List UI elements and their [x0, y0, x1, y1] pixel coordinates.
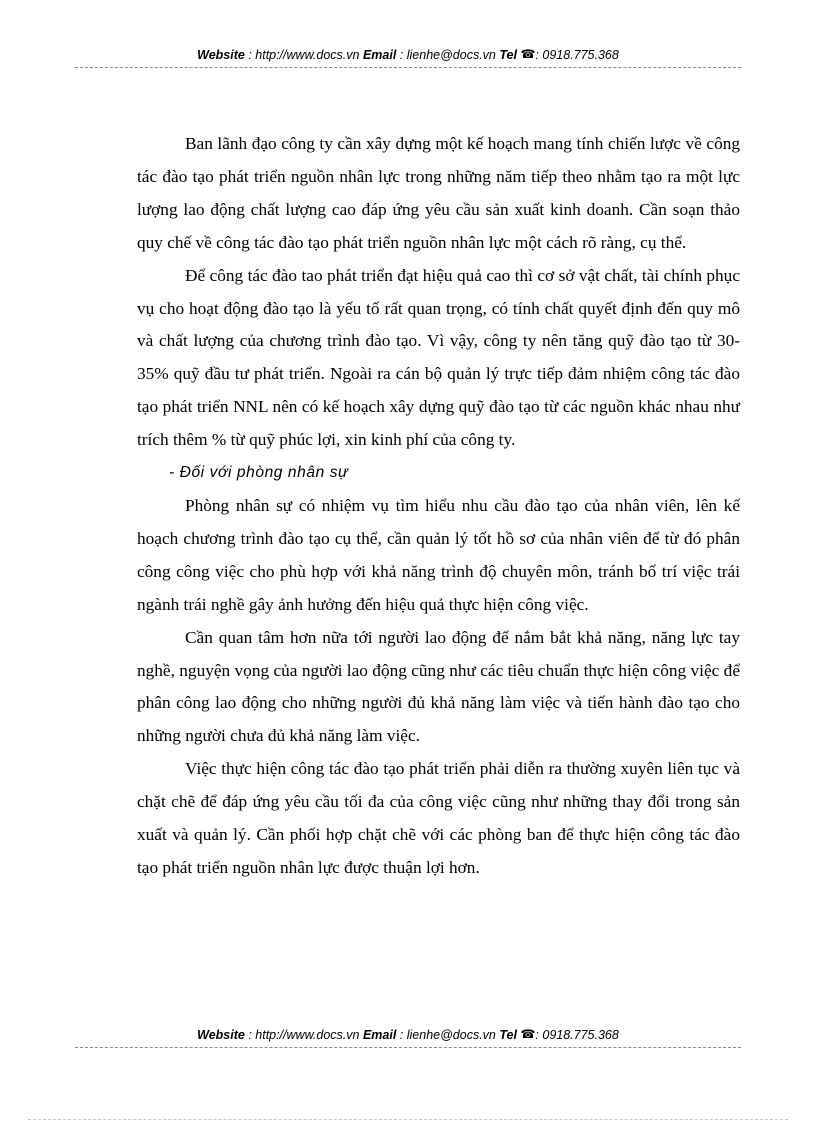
subheading-hr-department: - Đối với phòng nhân sự: [169, 464, 349, 482]
page-footer: [75, 1025, 741, 1048]
footer-website-separator: :: [244, 1028, 256, 1042]
tel-number: 0918.775.368: [542, 48, 619, 62]
footer-phone-icon: ☎: [520, 1027, 536, 1041]
footer-email-address[interactable]: lienhe@docs.vn: [406, 1028, 496, 1042]
email-label: Email: [362, 48, 397, 62]
document-body: [137, 128, 740, 885]
page-header: [75, 45, 741, 68]
website-separator: :: [244, 48, 256, 62]
website-url[interactable]: http://www.docs.vn: [255, 48, 360, 62]
footer-tel-separator: :: [535, 1028, 543, 1042]
paragraph-training-fund: Để công tác đào tao phát triển đạt hiệu quả cao thì cơ sở vật chất, tài chính phục vụ cho hoạt động đào tạo là yếu tố rất quan trọng, có tính chất quyết định đến quy mô và chất lượng của chương trình đào tạo. Vì vậy, công ty nên tăng quỹ đào tạo từ 30-35% quỹ đầu tư phát triển. Ngoài ra cán bộ quản lý trực tiếp đảm nhiệm công tác đào tạo phát triển NNL nên có kế hoạch xây dựng quỹ đào tạo từ các nguồn khác nhau như trích thêm % từ quỹ phúc lợi, xin kinh phí của công ty.: [137, 265, 740, 450]
footer-tel-number: 0918.775.368: [542, 1028, 619, 1042]
email-separator: :: [396, 48, 407, 62]
footer-website-label: Website: [197, 1028, 245, 1042]
footer-email-separator: :: [396, 1028, 407, 1042]
paragraph-leadership-plan: Ban lãnh đạo công ty cần xây dựng một kế hoạch mang tính chiến lược về công tác đào tạo phát triển nguồn nhân lực trong những năm tiếp theo nhằm tạo ra một lực lượng lao động chất lượng cao đáp ứng yêu cầu sản xuất kinh doanh. Cần soạn thảo quy chế về công tác đào tạo phát triển nguồn nhân lực một cách rõ ràng, cụ thể.: [137, 134, 740, 252]
footer-tel-label: Tel: [499, 1028, 517, 1042]
tel-label: Tel: [499, 48, 517, 62]
email-address[interactable]: lienhe@docs.vn: [406, 48, 496, 62]
footer-website-url[interactable]: http://www.docs.vn: [255, 1028, 360, 1042]
tel-separator: :: [535, 48, 543, 62]
website-label: Website: [197, 48, 245, 62]
paragraph-hr-duties: Phòng nhân sự có nhiệm vụ tìm hiểu nhu cầu đào tạo của nhân viên, lên kế hoạch chương trình đào tạo cụ thể, cần quản lý tốt hồ sơ của nhân viên để từ đó phân công công việc cho phù hợp với khả năng trình độ chuyên môn, tránh bố trí việc trái ngành trái nghề gây ảnh hưởng đến hiệu quả thực hiện công việc.: [137, 495, 740, 614]
phone-icon: ☎: [520, 47, 536, 61]
page-bottom-divider: [28, 1119, 788, 1120]
paragraph-worker-care: Cần quan tâm hơn nữa tới người lao động để nắm bắt khả năng, năng lực tay nghề, nguyện vọng của người lao động cũng như các tiêu chuẩn thực hiện công việc để phân công lao động cho những người đủ khả năng làm việc và tiến hành đào tạo cho những người chưa đủ khả năng làm việc.: [137, 627, 740, 746]
paragraph-continuous-training: Việc thực hiện công tác đào tạo phát triển phải diễn ra thường xuyên liên tục và chặt chẽ để đáp ứng yêu cầu tối đa của công việc cũng như những thay đổi trong sản xuất và quản lý. Cần phối hợp chặt chẽ với các phòng ban để thực hiện công tác đào tạo phát triển nguồn nhân lực được thuận lợi hơn.: [137, 759, 740, 877]
footer-email-label: Email: [362, 1028, 397, 1042]
